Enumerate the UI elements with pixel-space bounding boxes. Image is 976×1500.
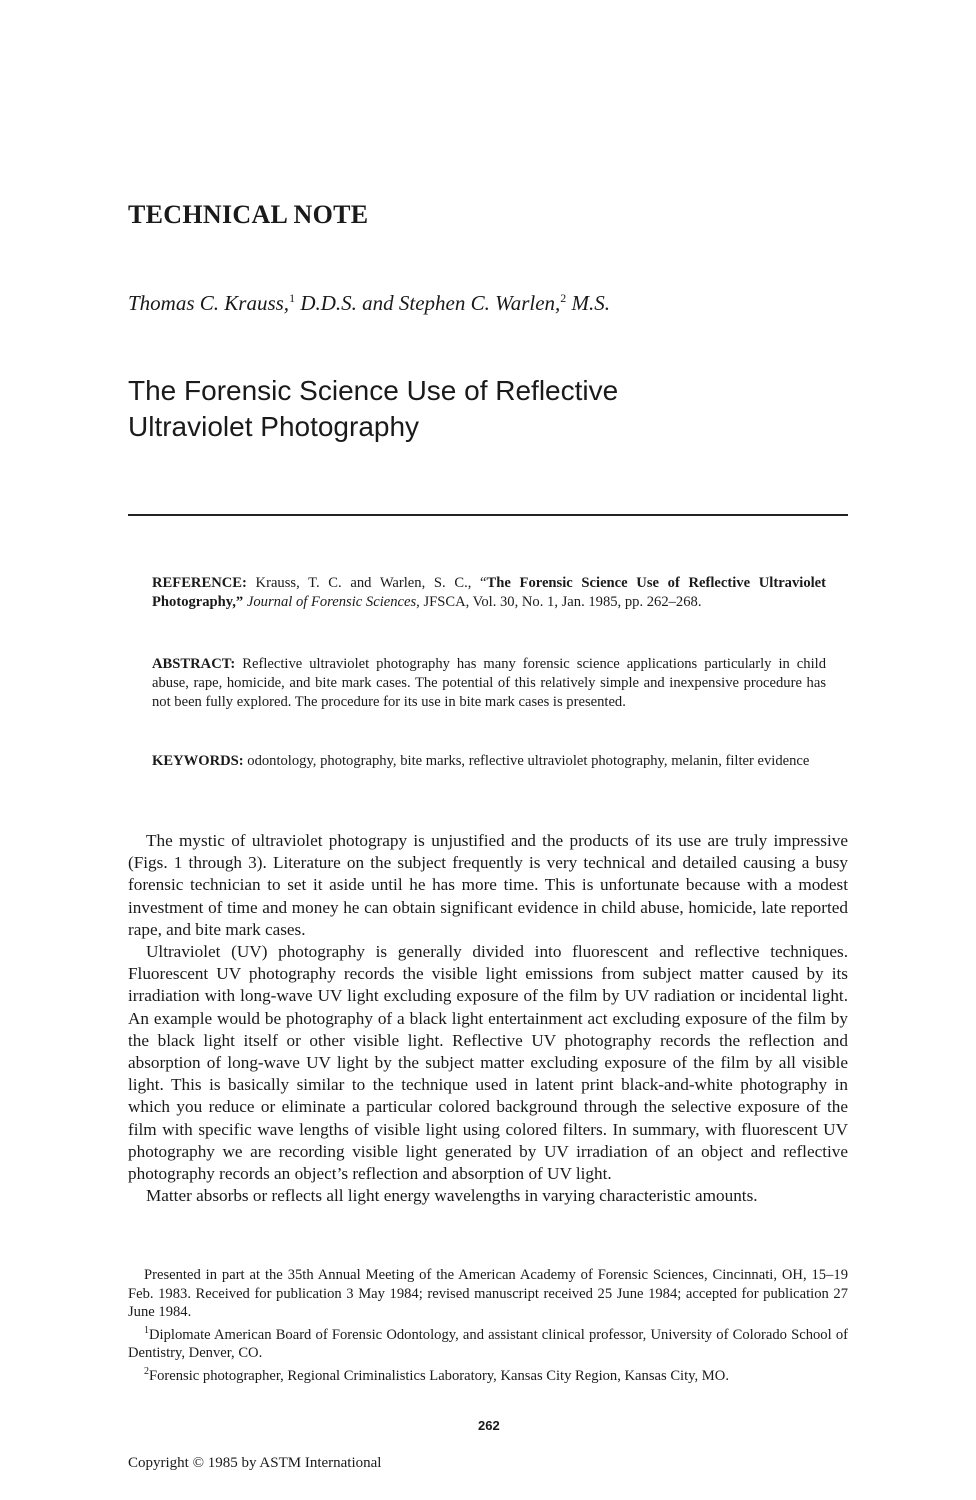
article-title-line-2: Ultraviolet Photography [128,411,420,442]
author-line [128,291,610,316]
abstract-text: Reflective ultraviolet photography has many forensic science applications particularly in child abuse, rape, homicide, and bite mark cases. The potential of this relatively simple and inexpensive procedure has not been fully explored. The procedure for its use in bite mark cases is presented. [152,656,826,710]
article-title [128,373,828,445]
reference-label: REFERENCE: [152,575,247,591]
keywords-label: KEYWORDS: [152,753,244,769]
body-paragraph-1: The mystic of ultraviolet photograpy is unjustified and the products of its use are truly impressive (Figs. 1 through 3). Literature on the subject frequently is very technical and detailed causing a busy forensic technician to set it aside until he has more time. This is unfortunate because with a modest investment of time and money he can obtain significant evidence in child abuse, homicide, late reported rape, and bite mark cases. [128,831,848,939]
keywords-text: odontology, photography, bite marks, reflective ultraviolet photography, melanin, filter evidence [243,753,810,769]
abstract-block [152,655,826,712]
reference-block [152,574,826,612]
abstract-label: ABSTRACT: [152,656,236,672]
footnote-presented: Presented in part at the 35th Annual Meeting of the American Academy of Forensic Sciences, Cincinnati, OH, 15–19 Feb. 1983. Received for publication 3 May 1984; revised manuscript received 25 June 1984; accepted for publication 27 June 1984. [128,1267,848,1321]
article-title-line-1: The Forensic Science Use of Reflective [128,375,619,406]
author-1-name: Thomas C. Krauss, [128,291,290,315]
footnotes [128,1266,848,1386]
copyright-notice: Copyright © 1985 by ASTM International [128,1455,382,1471]
author-1-footnote-mark: 1 [289,291,296,305]
keywords-block [152,752,826,771]
footnote-2-text: Forensic photographer, Regional Criminalistics Laboratory, Kansas City Region, Kansas City, MO. [149,1367,729,1384]
reference-article-title: The Forensic Science Use of Reflective Ultraviolet Photography,” [152,575,827,610]
footnote-2-mark: 2 [144,1365,149,1377]
reference-journal: Journal of Forensic Sciences [246,594,417,610]
reference-authors: Krauss, T. C. and Warlen, S. C., “ [246,575,487,591]
author-2-footnote-mark: 2 [560,291,567,305]
author-2-degree: M.S. [566,291,611,315]
body-paragraph-2: Ultraviolet (UV) photography is generally divided into fluorescent and reflective techniques. Fluorescent UV photography records the visible light emissions from subject matter caused by its irradiation with long-wave UV light excluding exposure of the film by UV radiation or incidental light. An example would be photography of a black light entertainment act excluding exposure of the film by the black light itself or other visible light. Reflective UV photography records the reflection and absorption of long-wave UV light by the subject matter excluding exposure of the film by all visible light. This is basically similar to the technique used in latent print black-and-white photography in which you reduce or eliminate a particular colored background through the selective exposure of the film with specific wave lengths of visible light using colored filters. In summary, with fluorescent UV photography we are recording visible light generated by UV irradiation of an object and reflective photography records an object’s reflection and absorption of UV light. [128,942,848,1184]
section-heading: TECHNICAL NOTE [128,200,369,229]
footnote-1-text: Diplomate American Board of Forensic Odontology, and assistant clinical professor, University of Colorado School of Dentistry, Denver, CO. [128,1326,848,1362]
author-2-name: Stephen C. Warlen, [398,291,561,315]
footnote-1-mark: 1 [144,1324,149,1336]
author-1-degree: D.D.S. and [295,291,399,315]
page-number: 262 [478,1418,500,1433]
reference-citation: , JFSCA, Vol. 30, No. 1, Jan. 1985, pp. 262–268. [416,594,702,610]
footnote-2 [128,1363,848,1386]
title-divider [128,514,848,516]
footnote-1 [128,1322,848,1363]
body-paragraph-3: Matter absorbs or reflects all light energy wavelengths in varying characteristic amounts. [146,1186,758,1206]
body-text [128,830,848,1207]
